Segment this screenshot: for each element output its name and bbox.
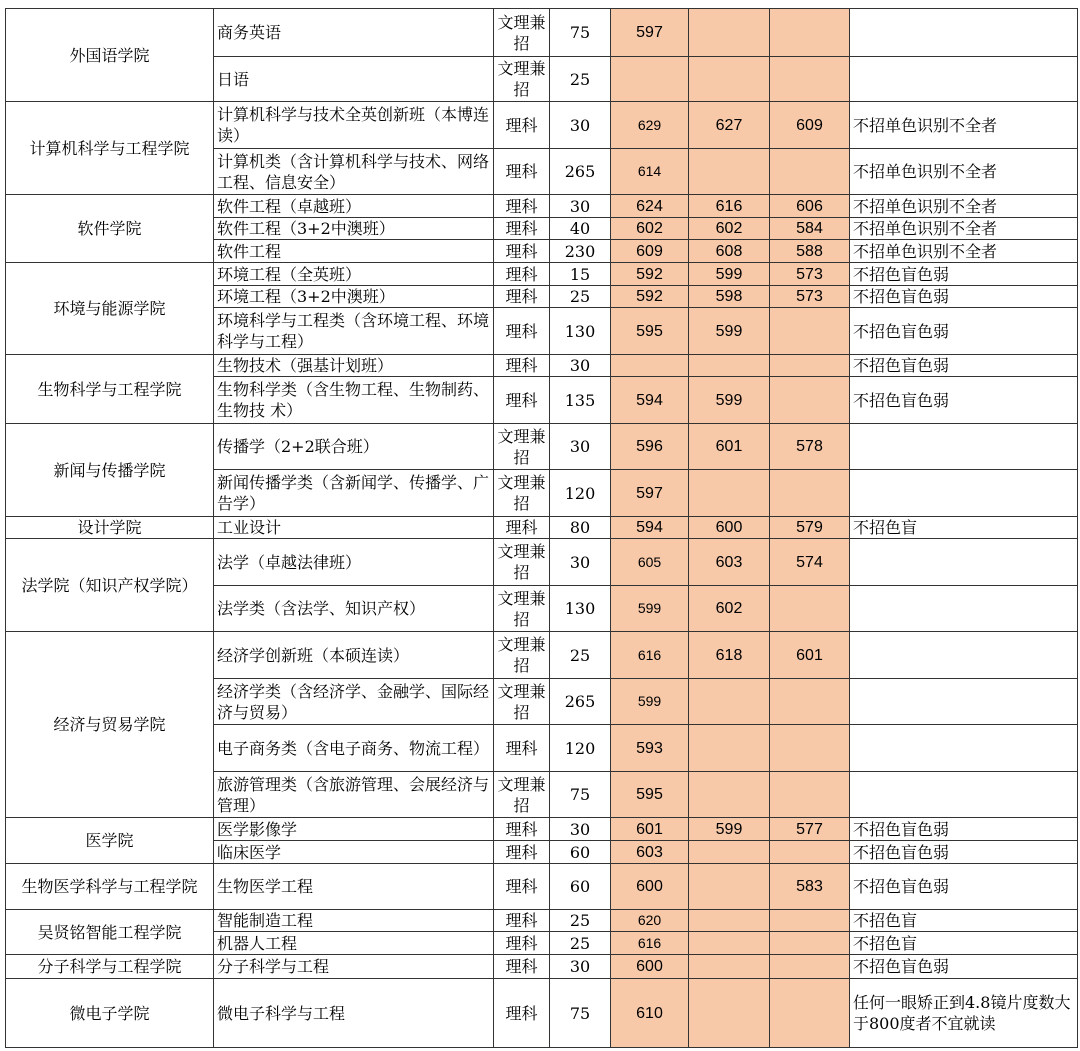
plan-count-cell: 25 [550,932,611,955]
plan-count-cell: 30 [550,539,611,586]
score-2-cell [689,355,770,377]
note-cell [850,725,1078,772]
subject-cell: 理科 [494,864,550,910]
note-cell: 不招色盲 [850,910,1078,932]
table-row [6,818,1078,841]
note-cell: 不招色盲色弱 [850,841,1078,864]
score-3-cell [770,679,850,725]
score-3-cell: 609 [770,102,850,149]
score-2-cell [689,9,770,57]
major-cell: 软件工程 [214,240,494,263]
score-1-cell: 600 [611,955,689,979]
subject-cell: 理科 [494,910,550,932]
score-1-cell: 595 [611,772,689,818]
score-1-cell: 596 [611,424,689,470]
score-1-cell: 594 [611,377,689,424]
subject-cell: 文理兼招 [494,57,550,102]
score-2-cell [689,932,770,955]
subject-cell: 理科 [494,218,550,240]
note-cell [850,539,1078,586]
subject-cell: 文理兼招 [494,470,550,517]
subject-cell: 理科 [494,818,550,841]
major-cell: 医学影像学 [214,818,494,841]
subject-cell: 文理兼招 [494,586,550,632]
table-row [6,632,1078,679]
score-3-cell: 606 [770,195,850,218]
score-1-cell: 620 [611,910,689,932]
note-cell [850,772,1078,818]
note-cell: 不招色盲 [850,932,1078,955]
major-cell: 经济学创新班（本硕连读） [214,632,494,679]
major-cell: 机器人工程 [214,932,494,955]
score-2-cell: 608 [689,240,770,263]
subject-cell: 文理兼招 [494,539,550,586]
plan-count-cell: 30 [550,818,611,841]
note-cell: 不招单色识别不全者 [850,195,1078,218]
note-cell: 不招单色识别不全者 [850,240,1078,263]
note-cell: 不招色盲色弱 [850,818,1078,841]
score-3-cell: 601 [770,632,850,679]
score-2-cell: 601 [689,424,770,470]
subject-cell: 文理兼招 [494,772,550,818]
score-2-cell [689,57,770,102]
subject-cell: 理科 [494,979,550,1048]
subject-cell: 理科 [494,308,550,355]
note-cell [850,679,1078,725]
score-3-cell: 579 [770,517,850,539]
score-1-cell: 603 [611,841,689,864]
note-cell [850,424,1078,470]
score-3-cell [770,955,850,979]
score-3-cell [770,910,850,932]
score-1-cell: 599 [611,586,689,632]
college-cell: 经济与贸易学院 [6,632,214,818]
subject-cell: 理科 [494,102,550,149]
plan-count-cell: 75 [550,9,611,57]
score-2-cell [689,864,770,910]
plan-count-cell: 130 [550,586,611,632]
subject-cell: 文理兼招 [494,632,550,679]
table-row [6,195,1078,218]
score-3-cell [770,308,850,355]
score-3-cell: 574 [770,539,850,586]
major-cell: 分子科学与工程 [214,955,494,979]
score-3-cell: 584 [770,218,850,240]
note-cell: 任何一眼矫正到4.8镜片度数大于800度者不宜就读 [850,979,1078,1048]
plan-count-cell: 25 [550,286,611,308]
major-cell: 日语 [214,57,494,102]
subject-cell: 理科 [494,932,550,955]
note-cell: 不招色盲色弱 [850,263,1078,286]
plan-count-cell: 265 [550,149,611,195]
table-row [6,955,1078,979]
score-1-cell [611,355,689,377]
plan-count-cell: 25 [550,632,611,679]
note-cell: 不招色盲色弱 [850,308,1078,355]
college-cell: 软件学院 [6,195,214,263]
subject-cell: 理科 [494,841,550,864]
major-cell: 微电子科学与工程 [214,979,494,1048]
score-2-cell: 618 [689,632,770,679]
score-2-cell [689,470,770,517]
score-3-cell [770,57,850,102]
score-1-cell [611,57,689,102]
plan-count-cell: 30 [550,195,611,218]
major-cell: 生物技术（强基计划班） [214,355,494,377]
plan-count-cell: 30 [550,355,611,377]
plan-count-cell: 265 [550,679,611,725]
score-3-cell: 573 [770,263,850,286]
score-3-cell [770,149,850,195]
admission-table [5,8,1078,1048]
score-2-cell: 602 [689,586,770,632]
table-row [6,517,1078,539]
score-3-cell: 583 [770,864,850,910]
score-3-cell [770,932,850,955]
plan-count-cell: 60 [550,864,611,910]
major-cell: 经济学类（含经济学、金融学、国际经济与贸易） [214,679,494,725]
score-3-cell [770,841,850,864]
college-cell: 环境与能源学院 [6,263,214,355]
major-cell: 临床医学 [214,841,494,864]
score-1-cell: 614 [611,149,689,195]
score-1-cell: 624 [611,195,689,218]
subject-cell: 文理兼招 [494,424,550,470]
major-cell: 计算机类（含计算机科学与技术、网络工程、信息安全） [214,149,494,195]
score-3-cell [770,355,850,377]
score-1-cell: 602 [611,218,689,240]
score-1-cell: 616 [611,632,689,679]
score-1-cell: 593 [611,725,689,772]
table-row [6,355,1078,377]
major-cell: 环境科学与工程类（含环境工程、环境科学与工程） [214,308,494,355]
score-3-cell [770,772,850,818]
plan-count-cell: 75 [550,979,611,1048]
subject-cell: 理科 [494,725,550,772]
major-cell: 环境工程（全英班） [214,263,494,286]
score-1-cell: 601 [611,818,689,841]
score-3-cell [770,586,850,632]
score-1-cell: 609 [611,240,689,263]
table-row [6,864,1078,910]
note-cell [850,586,1078,632]
score-2-cell [689,910,770,932]
score-2-cell: 616 [689,195,770,218]
plan-count-cell: 40 [550,218,611,240]
note-cell [850,9,1078,57]
college-cell: 新闻与传播学院 [6,424,214,517]
subject-cell: 理科 [494,377,550,424]
plan-count-cell: 25 [550,57,611,102]
score-1-cell: 595 [611,308,689,355]
subject-cell: 文理兼招 [494,679,550,725]
subject-cell: 理科 [494,517,550,539]
table-row [6,979,1078,1048]
major-cell: 法学（卓越法律班） [214,539,494,586]
subject-cell: 理科 [494,355,550,377]
major-cell: 传播学（2+2联合班） [214,424,494,470]
note-cell: 不招单色识别不全者 [850,218,1078,240]
table-row [6,102,1078,149]
major-cell: 智能制造工程 [214,910,494,932]
plan-count-cell: 130 [550,308,611,355]
major-cell: 生物医学工程 [214,864,494,910]
score-2-cell [689,772,770,818]
table-row [6,263,1078,286]
score-2-cell: 599 [689,377,770,424]
major-cell: 生物科学类（含生物工程、生物制药、生物技 术） [214,377,494,424]
subject-cell: 理科 [494,240,550,263]
score-3-cell [770,9,850,57]
note-cell [850,632,1078,679]
score-2-cell [689,841,770,864]
score-3-cell [770,979,850,1048]
subject-cell: 理科 [494,286,550,308]
table-row [6,424,1078,470]
score-2-cell [689,725,770,772]
plan-count-cell: 60 [550,841,611,864]
plan-count-cell: 135 [550,377,611,424]
plan-count-cell: 120 [550,470,611,517]
note-cell: 不招色盲色弱 [850,955,1078,979]
plan-count-cell: 80 [550,517,611,539]
plan-count-cell: 30 [550,102,611,149]
note-cell: 不招色盲色弱 [850,864,1078,910]
score-3-cell: 573 [770,286,850,308]
score-1-cell: 597 [611,9,689,57]
table-row [6,9,1078,57]
major-cell: 商务英语 [214,9,494,57]
score-3-cell: 588 [770,240,850,263]
college-cell: 医学院 [6,818,214,864]
major-cell: 计算机科学与技术全英创新班（本博连读） [214,102,494,149]
score-3-cell [770,377,850,424]
score-2-cell: 599 [689,308,770,355]
note-cell: 不招单色识别不全者 [850,102,1078,149]
college-cell: 分子科学与工程学院 [6,955,214,979]
table-body [6,9,1078,1048]
plan-count-cell: 230 [550,240,611,263]
college-cell: 吴贤铭智能工程学院 [6,910,214,955]
college-cell: 生物医学科学与工程学院 [6,864,214,910]
score-2-cell: 602 [689,218,770,240]
score-1-cell: 597 [611,470,689,517]
plan-count-cell: 120 [550,725,611,772]
subject-cell: 理科 [494,195,550,218]
score-2-cell: 599 [689,263,770,286]
college-cell: 法学院（知识产权学院） [6,539,214,632]
major-cell: 电子商务类（含电子商务、物流工程） [214,725,494,772]
score-1-cell: 592 [611,286,689,308]
score-2-cell: 598 [689,286,770,308]
note-cell: 不招色盲色弱 [850,286,1078,308]
college-cell: 设计学院 [6,517,214,539]
score-2-cell: 599 [689,818,770,841]
score-3-cell [770,470,850,517]
table-row [6,539,1078,586]
plan-count-cell: 30 [550,955,611,979]
college-cell: 计算机科学与工程学院 [6,102,214,195]
note-cell: 不招色盲 [850,517,1078,539]
plan-count-cell: 30 [550,424,611,470]
plan-count-cell: 25 [550,910,611,932]
score-1-cell: 599 [611,679,689,725]
score-1-cell: 600 [611,864,689,910]
score-1-cell: 629 [611,102,689,149]
score-2-cell: 603 [689,539,770,586]
note-cell: 不招色盲色弱 [850,355,1078,377]
plan-count-cell: 75 [550,772,611,818]
subject-cell: 理科 [494,955,550,979]
subject-cell: 文理兼招 [494,9,550,57]
score-2-cell [689,979,770,1048]
major-cell: 软件工程（3+2中澳班） [214,218,494,240]
major-cell: 工业设计 [214,517,494,539]
score-2-cell: 627 [689,102,770,149]
major-cell: 软件工程（卓越班） [214,195,494,218]
score-1-cell: 616 [611,932,689,955]
score-1-cell: 605 [611,539,689,586]
college-cell: 生物科学与工程学院 [6,355,214,424]
subject-cell: 理科 [494,149,550,195]
score-1-cell: 592 [611,263,689,286]
plan-count-cell: 15 [550,263,611,286]
score-1-cell: 610 [611,979,689,1048]
score-2-cell [689,955,770,979]
college-cell: 微电子学院 [6,979,214,1048]
score-2-cell: 600 [689,517,770,539]
college-cell: 外国语学院 [6,9,214,102]
major-cell: 旅游管理类（含旅游管理、会展经济与管理） [214,772,494,818]
major-cell: 法学类（含法学、知识产权） [214,586,494,632]
major-cell: 新闻传播学类（含新闻学、传播学、广告学） [214,470,494,517]
note-cell [850,57,1078,102]
note-cell [850,470,1078,517]
subject-cell: 理科 [494,263,550,286]
score-1-cell: 594 [611,517,689,539]
score-2-cell [689,149,770,195]
score-3-cell: 578 [770,424,850,470]
note-cell: 不招色盲色弱 [850,377,1078,424]
score-3-cell: 577 [770,818,850,841]
note-cell: 不招单色识别不全者 [850,149,1078,195]
table-row [6,910,1078,932]
score-3-cell [770,725,850,772]
major-cell: 环境工程（3+2中澳班） [214,286,494,308]
score-2-cell [689,679,770,725]
